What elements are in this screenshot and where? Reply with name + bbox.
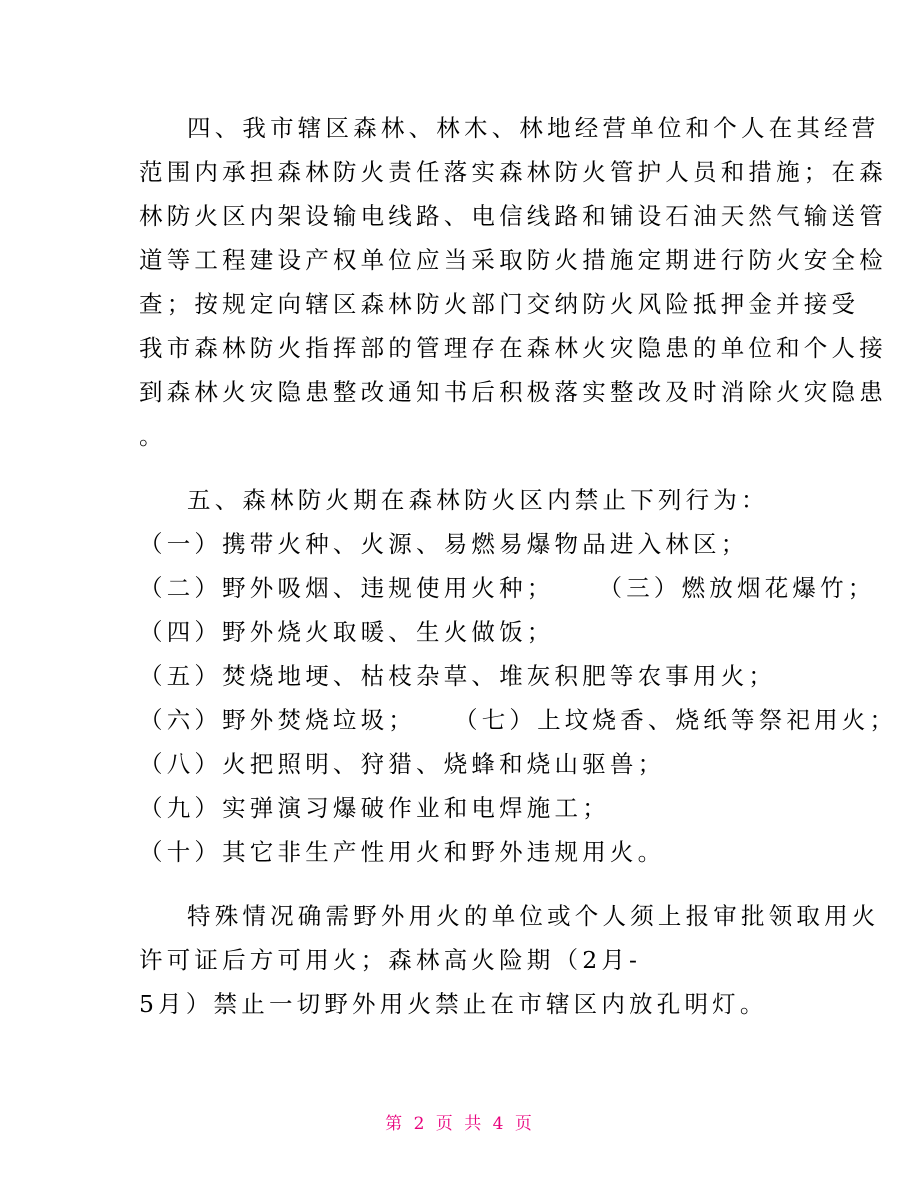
list-item: （六）野外焚烧垃圾； (139, 706, 416, 734)
list-item: （五）焚烧地埂、枯枝杂草、堆灰积肥等农事用火； (139, 662, 777, 690)
text-line: 到森林火灾隐患整改通知书后积极落实整改及时消除火灾隐患 (139, 378, 887, 406)
text-line: 范围内承担森林防火责任落实森林防火管护人员和措施；在森 (139, 158, 887, 186)
text-line: 林防火区内架设输电线路、电信线路和铺设石油天然气输送管 (139, 202, 887, 230)
list-item: （九）实弹演习爆破作业和电焊施工； (139, 794, 610, 822)
text-line: 许可证后方可用火；森林高火险期（2月- (139, 946, 642, 974)
text-line: 道等工程建设产权单位应当采取防火措施定期进行防火安全检 (139, 246, 887, 274)
list-item: （八）火把照明、狩猎、烧蜂和烧山驱兽； (139, 750, 666, 778)
text-line: 我市森林防火指挥部的管理存在森林火灾隐患的单位和个人接 (139, 334, 887, 362)
text-line: 5月）禁止一切野外用火禁止在市辖区内放孔明灯。 (139, 990, 768, 1018)
page-number-footer: 第 2 页 共 4 页 (385, 1114, 535, 1134)
text-line: 特殊情况确需野外用火的单位或个人须上报审批领取用火 (187, 902, 880, 930)
list-item: （一）携带火种、火源、易燃易爆物品进入林区； (139, 530, 749, 558)
text-line: 查；按规定向辖区森林防火部门交纳防火风险抵押金并接受 (139, 290, 860, 318)
list-item: （四）野外烧火取暖、生火做饭； (139, 618, 555, 646)
text-line: 四、我市辖区森林、林木、林地经营单位和个人在其经营 (187, 114, 880, 142)
section-heading: 五、森林防火期在森林防火区内禁止下列行为： (187, 486, 769, 514)
list-item: （七）上坟烧香、烧纸等祭祀用火； (454, 706, 898, 734)
list-item-row (139, 573, 876, 603)
list-item-row (139, 705, 897, 735)
list-item: （十）其它非生产性用火和野外违规用火。 (139, 838, 666, 866)
list-item: （二）野外吸烟、违规使用火种； (139, 574, 555, 602)
list-item: （三）燃放烟花爆竹； (598, 574, 876, 602)
text-line: 。 (139, 422, 167, 450)
